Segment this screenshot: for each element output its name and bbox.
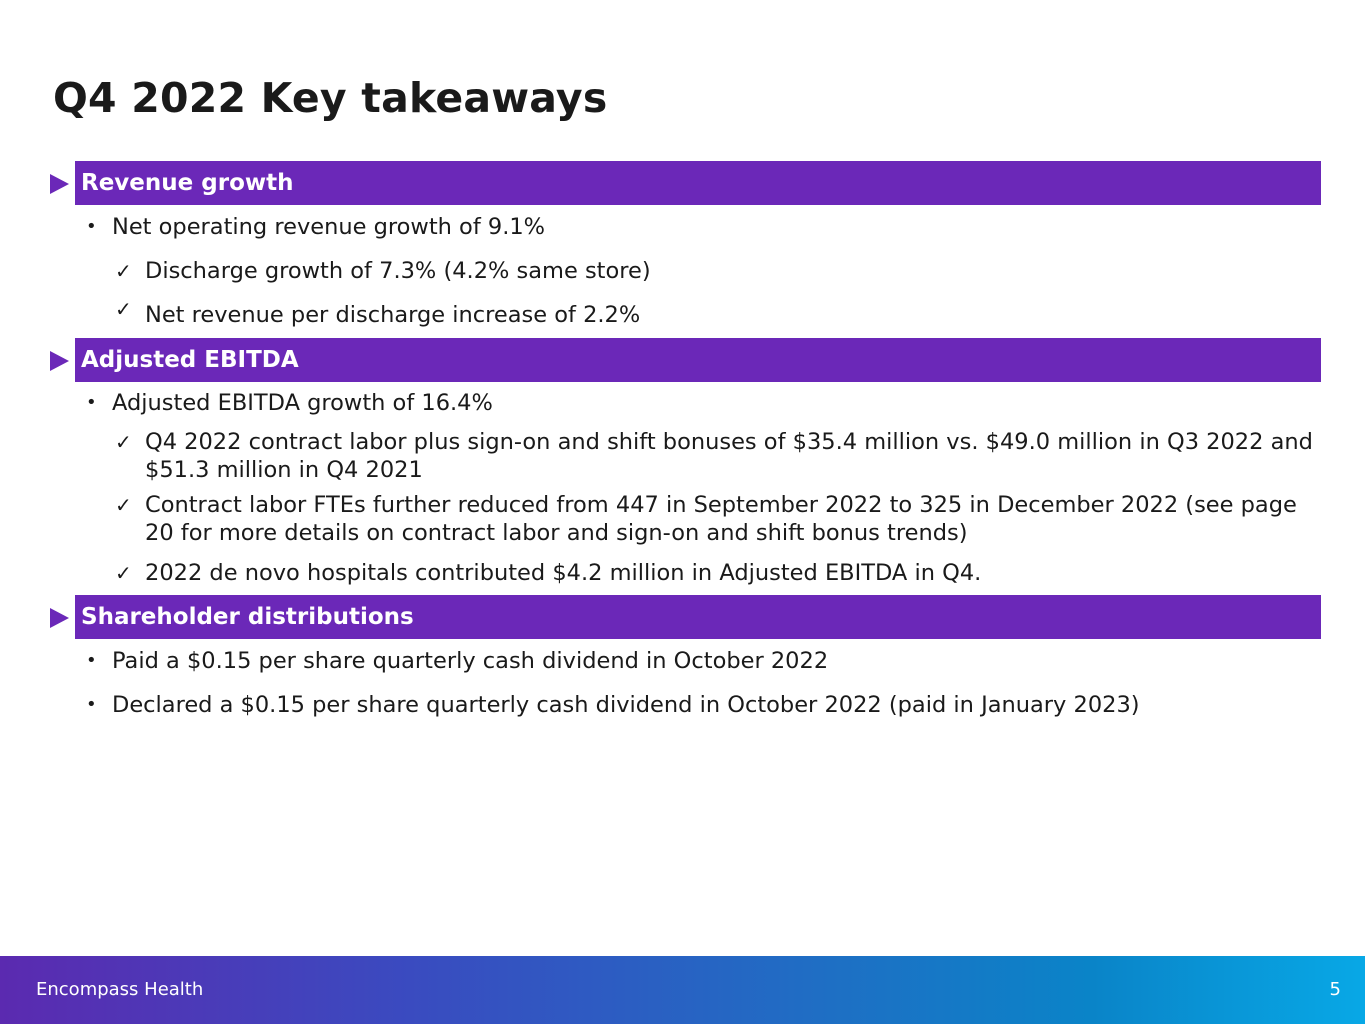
section-header-label: Adjusted EBITDA [81, 347, 299, 373]
list-item-text: Declared a $0.15 per share quarterly cash dividend in October 2022 (paid in January 2023) [112, 692, 1140, 718]
section-header-bar [75, 338, 1321, 382]
triangle-arrow-icon [50, 608, 69, 628]
checkmark-icon: ✓ [115, 259, 132, 283]
section-header-label: Revenue growth [81, 170, 294, 196]
list-item [115, 297, 1330, 329]
checkmark-icon: ✓ [115, 493, 132, 517]
list-item-text: 2022 de novo hospitals contributed $4.2 million in Adjusted EBITDA in Q4. [145, 560, 982, 586]
section-header-bar [75, 595, 1321, 639]
checkmark-icon: ✓ [115, 561, 132, 585]
section-header-label: Shareholder distributions [81, 604, 414, 630]
list-item-text: Net operating revenue growth of 9.1% [112, 214, 546, 240]
checkmark-icon: ✓ [115, 430, 132, 454]
list-item-text: Net revenue per discharge increase of 2.2% [145, 302, 641, 328]
list-item [115, 428, 1330, 484]
list-item-text: Adjusted EBITDA growth of 16.4% [112, 390, 493, 416]
footer-brand: Encompass Health [36, 979, 204, 1000]
list-item-text: Discharge growth of 7.3% (4.2% same store) [145, 258, 651, 284]
bullet-dot-icon: • [86, 694, 97, 715]
bullet-dot-icon: • [86, 216, 97, 237]
list-item-text: Contract labor FTEs further reduced from 447 in September 2022 to 325 in December 2022 (see page 20 for more details on contract labor and sign-on and shift bonus trends) [145, 492, 1297, 546]
page-number: 5 [1329, 979, 1341, 1000]
list-item [115, 257, 1330, 285]
triangle-arrow-icon [50, 174, 69, 194]
section-header-revenue-growth [50, 161, 1321, 205]
checkmark-icon: ✓ [115, 297, 132, 321]
list-item-text: Paid a $0.15 per share quarterly cash dividend in October 2022 [112, 648, 829, 674]
list-item-text: Q4 2022 contract labor plus sign-on and shift bonuses of $35.4 million vs. $49.0 million in Q3 2022 and $51.3 million in Q4 2021 [145, 429, 1313, 483]
triangle-arrow-icon [50, 351, 69, 371]
section-header-bar [75, 161, 1321, 205]
section-header-shareholder-distributions [50, 595, 1321, 639]
page-title: Q4 2022 Key takeaways [53, 74, 608, 122]
footer-bar [0, 956, 1365, 1024]
section-header-adjusted-ebitda [50, 338, 1321, 382]
list-item [115, 491, 1330, 547]
list-item [115, 559, 1330, 587]
bullet-dot-icon: • [86, 392, 97, 413]
bullet-dot-icon: • [86, 650, 97, 671]
